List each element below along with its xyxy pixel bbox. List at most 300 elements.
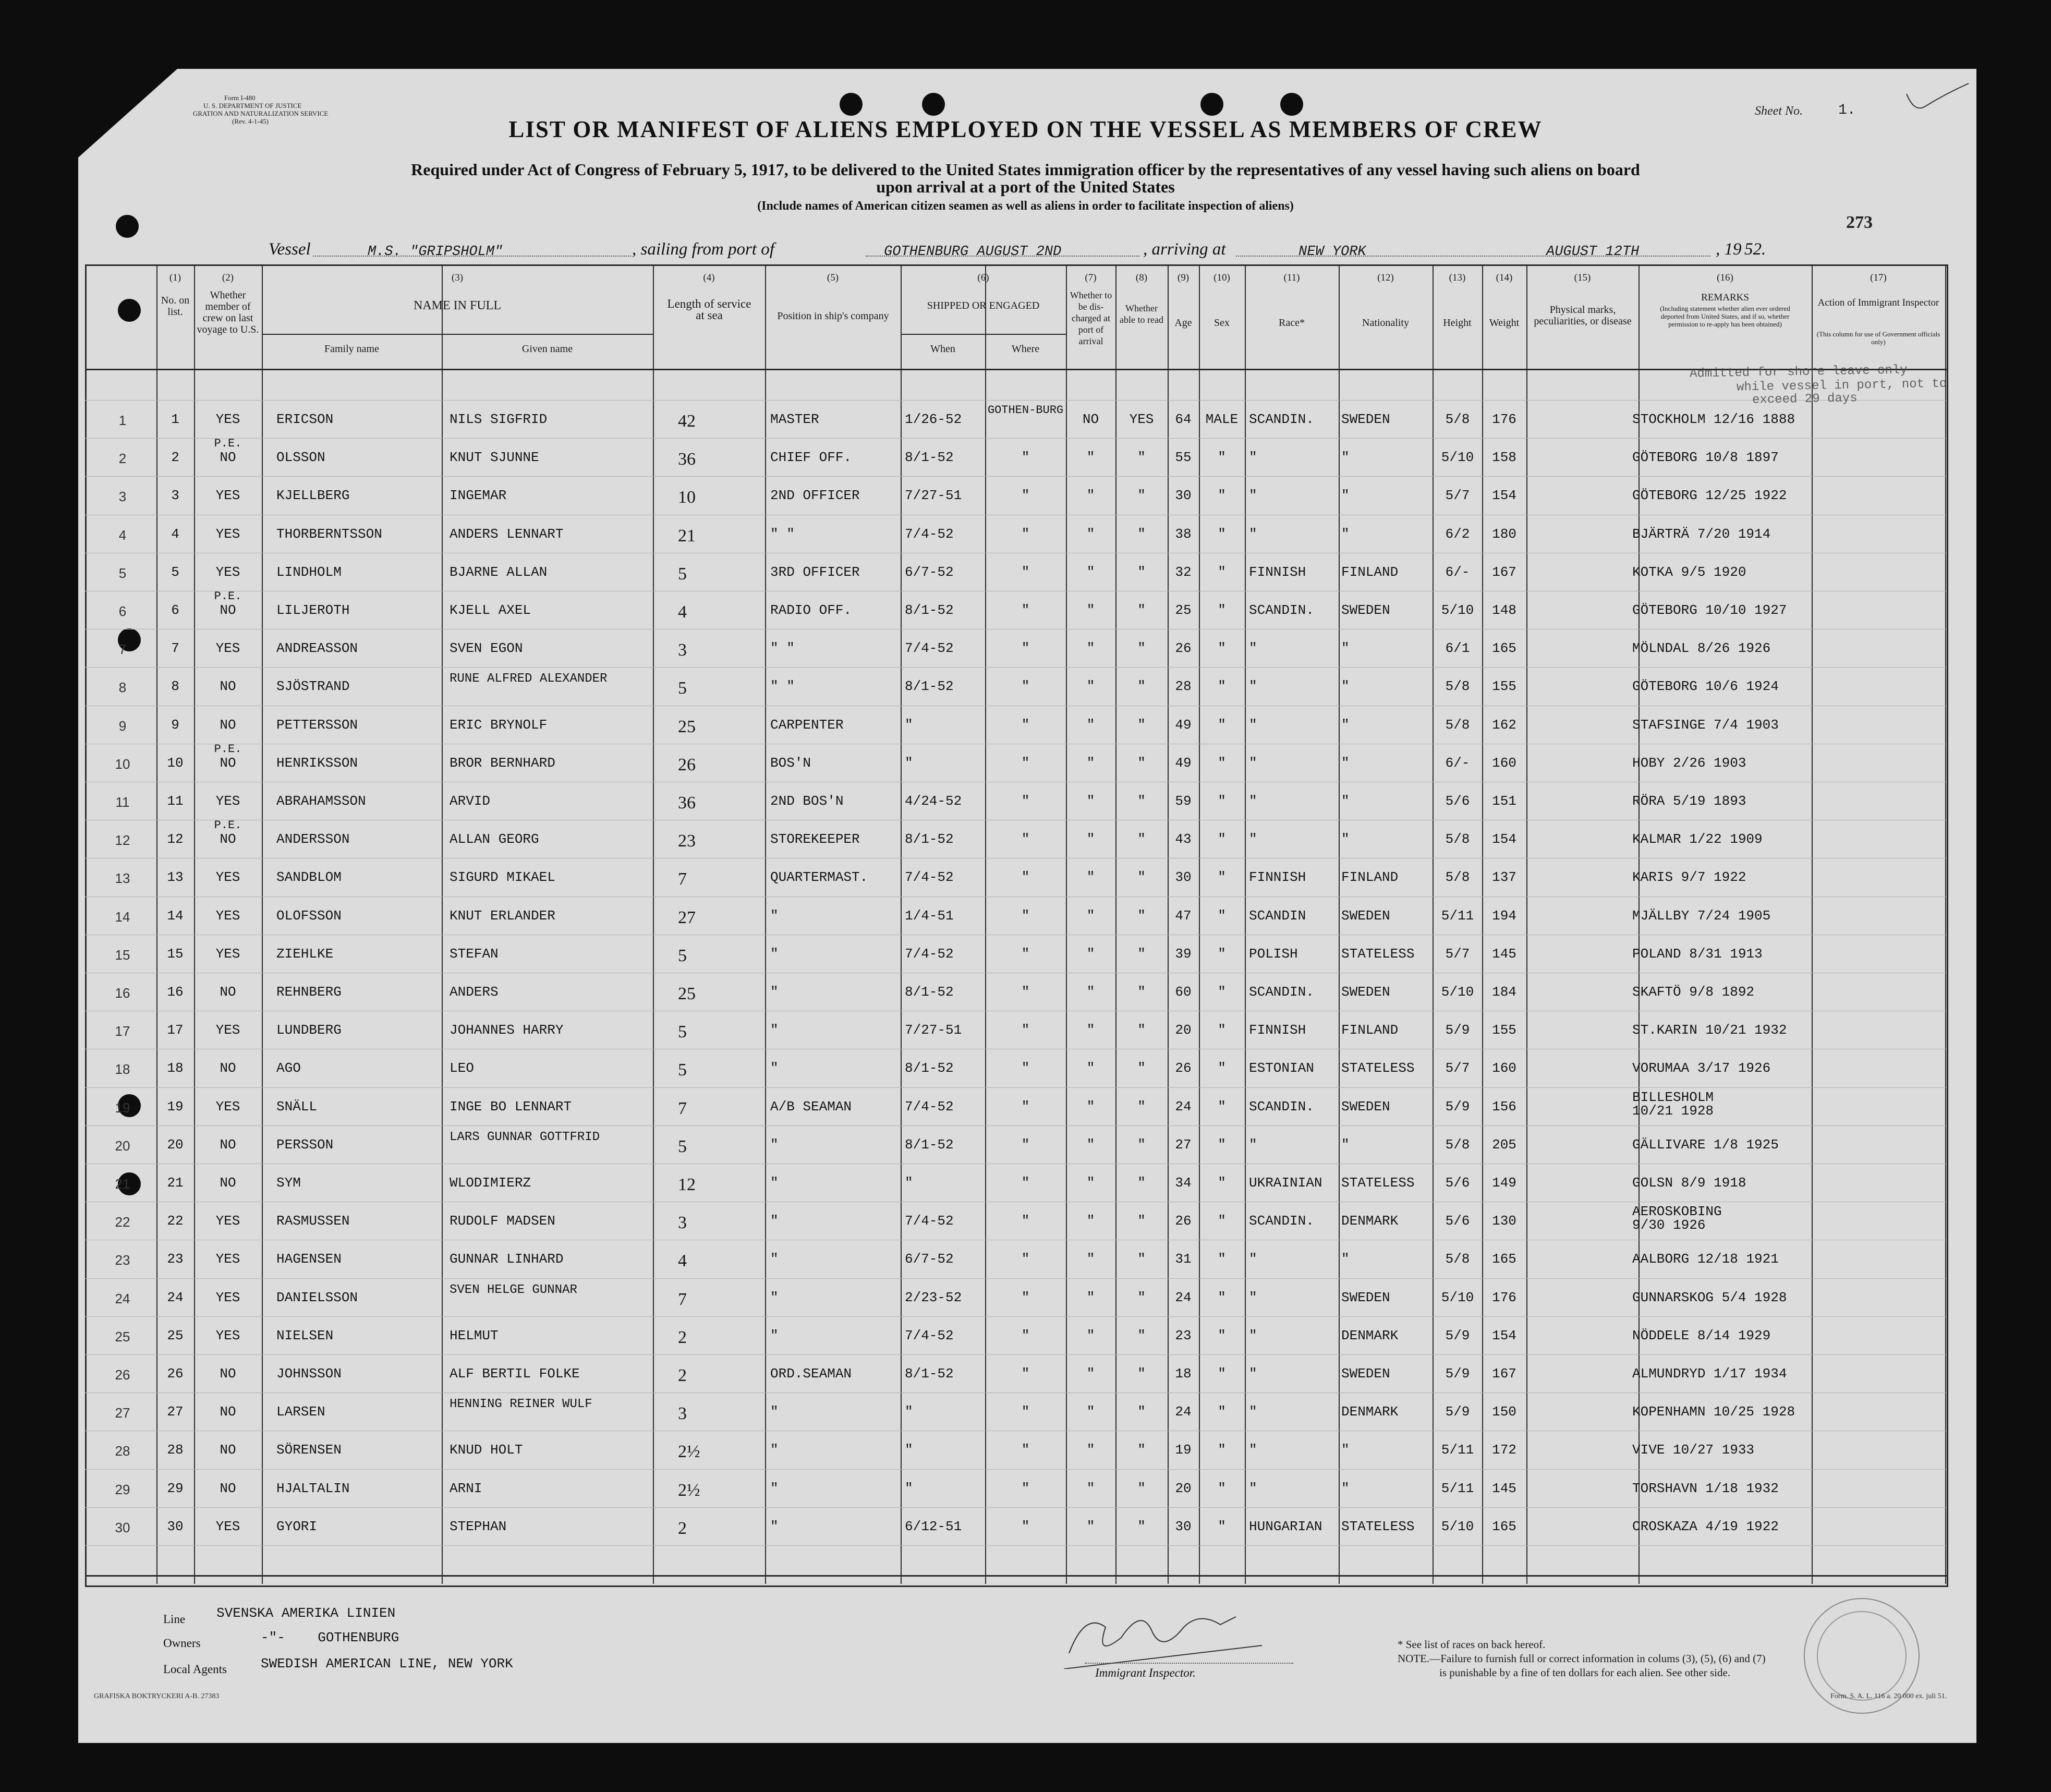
cell-n: 22 — [167, 1213, 184, 1229]
cell-age: 47 — [1175, 908, 1192, 924]
cell-n: 13 — [167, 869, 184, 885]
cell-given: BJARNE ALLAN — [450, 564, 548, 580]
cell-length: 4 — [678, 1251, 687, 1270]
form-rev: (Rev. 4-1-45) — [232, 117, 269, 125]
cell-read: YES — [1129, 411, 1154, 427]
cell-when: " — [905, 1442, 913, 1458]
cell-remarks: GÖTEBORG 10/6 1924 — [1632, 679, 1779, 694]
cell-n: 7 — [171, 640, 179, 656]
cell-nat: SWEDEN — [1341, 411, 1390, 427]
cell-age: 60 — [1175, 984, 1192, 1000]
arrival-date: AUGUST 12TH — [1546, 244, 1640, 260]
cell-when: 8/1-52 — [905, 679, 954, 694]
cell-n: 5 — [171, 564, 179, 580]
cell-n: 11 — [167, 793, 184, 809]
cell-race: SCANDIN. — [1249, 602, 1314, 618]
cell-sex: " — [1218, 640, 1226, 656]
cell-read: " — [1137, 1442, 1146, 1458]
cell-family: OLOFSSON — [276, 908, 342, 924]
cell-read: " — [1137, 450, 1146, 465]
row-rule — [85, 1545, 1947, 1546]
cell-age: 24 — [1175, 1290, 1192, 1305]
cell-height: 5/10 — [1441, 1290, 1474, 1305]
corner-cut — [78, 69, 177, 158]
cell-weight: 154 — [1492, 831, 1516, 847]
cell-disch: " — [1086, 1251, 1095, 1267]
cell-age: 25 — [1175, 602, 1192, 618]
cell-member: NO — [220, 755, 236, 771]
cell-length: 7 — [678, 1290, 687, 1309]
cell-n: 28 — [167, 1442, 184, 1458]
cell-given: LEO — [450, 1060, 474, 1076]
cell-when: 7/4-52 — [905, 946, 954, 962]
cell-given: ERIC BRYNOLF — [450, 717, 548, 733]
cell-weight: 194 — [1492, 908, 1516, 924]
printer-mark: GRAFISKA BOKTRYCKERI A-B. 27383 — [94, 1692, 220, 1700]
cell-disch: " — [1086, 450, 1095, 465]
cell-race: HUNGARIAN — [1249, 1519, 1322, 1534]
header-sex: Sex — [1214, 317, 1230, 329]
admission-stamp-line: while vessel in port, not to — [1736, 377, 1947, 395]
cell-given: HENNING REINER WULF — [450, 1397, 592, 1411]
cell-family: KJELLBERG — [276, 488, 350, 503]
cell-disch: " — [1086, 1481, 1095, 1496]
cell-remarks: POLAND 8/31 1913 — [1632, 946, 1763, 962]
punch-hole — [922, 93, 945, 116]
cell-family: AGO — [276, 1060, 301, 1076]
cell-nat: " — [1341, 1137, 1350, 1153]
cell-where: " — [1021, 488, 1030, 503]
agents-label: Local Agents — [163, 1663, 227, 1676]
cell-race: SCANDIN. — [1249, 411, 1314, 427]
cell-member: YES — [215, 1022, 240, 1038]
cell-family: SYM — [276, 1175, 301, 1191]
cell-age: 27 — [1175, 1137, 1192, 1153]
cell-n: 10 — [167, 755, 184, 771]
cell-read: " — [1137, 640, 1146, 656]
cell-where: " — [1021, 450, 1030, 465]
cell-read: " — [1137, 526, 1146, 542]
cell-remarks: VORUMAA 3/17 1926 — [1632, 1060, 1771, 1076]
cell-race: " — [1249, 1404, 1257, 1420]
cell-length: 7 — [678, 1099, 687, 1118]
cell-height: 5/8 — [1445, 1137, 1470, 1153]
cell-race: " — [1249, 1481, 1257, 1496]
cell-when: 6/12-51 — [905, 1519, 962, 1534]
cell-member: NO — [220, 831, 236, 847]
cell-family: REHNBERG — [276, 984, 342, 1000]
pe-mark: P.E. — [214, 743, 242, 756]
cell-nat: SWEDEN — [1341, 1099, 1390, 1115]
cell-disch: " — [1086, 1366, 1095, 1382]
cell-member: YES — [215, 1099, 240, 1115]
header-remarks: REMARKS — [1701, 292, 1749, 303]
cell-position: 3RD OFFICER — [770, 564, 860, 580]
cell-age: 24 — [1175, 1404, 1192, 1420]
cell-sex: " — [1218, 793, 1226, 809]
line-number: 6 — [118, 603, 127, 619]
cell-read: " — [1137, 869, 1146, 885]
cell-member: YES — [215, 488, 240, 503]
cell-remarks: VIVE 10/27 1933 — [1632, 1442, 1755, 1458]
cell-family: LINDHOLM — [276, 564, 342, 580]
cell-position: QUARTERMAST. — [770, 869, 868, 885]
cell-weight: 167 — [1492, 1366, 1516, 1382]
cell-length: 10 — [678, 488, 696, 507]
subheader-rule — [901, 334, 1066, 335]
cell-family: SANDBLOM — [276, 869, 342, 885]
cell-sex: " — [1218, 1519, 1226, 1534]
cell-weight: 205 — [1492, 1137, 1516, 1153]
cell-weight: 160 — [1492, 755, 1516, 771]
col-num: (3) — [451, 272, 464, 283]
cell-n: 29 — [167, 1481, 184, 1496]
cell-height: 5/11 — [1441, 908, 1474, 924]
cell-when: 1/26-52 — [905, 411, 962, 427]
cell-sex: " — [1218, 831, 1226, 847]
cell-member: YES — [215, 1328, 240, 1343]
admission-stamp-line: exceed 29 days — [1752, 391, 1858, 407]
cell-age: 30 — [1175, 488, 1192, 503]
cell-remarks: STAFSINGE 7/4 1903 — [1632, 717, 1779, 733]
cell-remarks: HOBY 2/26 1903 — [1632, 755, 1746, 771]
row-rule — [85, 1469, 1947, 1470]
cell-read: " — [1137, 1137, 1146, 1153]
races-note: * See list of races on back hereof. — [1398, 1638, 1546, 1651]
line-number: 29 — [115, 1482, 130, 1497]
cell-when: " — [905, 755, 913, 771]
pe-mark: P.E. — [214, 437, 242, 450]
cell-age: 31 — [1175, 1251, 1192, 1267]
col-num: (15) — [1574, 272, 1591, 283]
cell-given: KNUT ERLANDER — [450, 908, 555, 924]
cell-member: NO — [220, 1442, 236, 1458]
punch-hole — [840, 93, 863, 116]
cell-weight: 176 — [1492, 1290, 1516, 1305]
cell-height: 5/8 — [1445, 1251, 1470, 1267]
cell-where: " — [1021, 1175, 1030, 1191]
cell-where: " — [1021, 640, 1030, 656]
cell-disch: NO — [1082, 411, 1099, 427]
document-subtitle: Required under Act of Congress of February 5, 1917, to be delivered to the United States immigration officer by the representatives of any vessel having such aliens on board — [411, 160, 1640, 179]
cell-nat: " — [1341, 755, 1350, 771]
line-number: 17 — [115, 1023, 130, 1039]
cell-weight: 151 — [1492, 793, 1516, 809]
cell-remarks: NÖDDELE 8/14 1929 — [1632, 1328, 1771, 1343]
cell-remarks: KARIS 9/7 1922 — [1632, 869, 1746, 885]
cell-where: " — [1021, 1022, 1030, 1038]
cell-n: 21 — [167, 1175, 184, 1191]
cell-given: KNUD HOLT — [450, 1442, 523, 1458]
line-number: 14 — [115, 909, 130, 925]
cell-disch: " — [1086, 984, 1095, 1000]
cell-length: 25 — [678, 717, 696, 736]
cell-length: 21 — [678, 526, 696, 546]
cell-nat: SWEDEN — [1341, 1366, 1390, 1382]
cell-read: " — [1137, 984, 1146, 1000]
cell-sex: " — [1218, 717, 1226, 733]
document-subtitle-2: upon arrival at a port of the United States — [876, 177, 1175, 196]
row-rule — [85, 438, 1947, 439]
line-number: 21 — [115, 1176, 130, 1192]
cell-height: 5/11 — [1441, 1442, 1474, 1458]
cell-age: 26 — [1175, 1060, 1192, 1076]
cell-nat: " — [1341, 450, 1350, 465]
cell-disch: " — [1086, 1137, 1095, 1153]
cell-length: 25 — [678, 984, 696, 1003]
cell-when: " — [905, 1404, 913, 1420]
cell-family: ANDERSSON — [276, 831, 350, 847]
cell-nat: FINLAND — [1341, 869, 1399, 885]
cell-disch: " — [1086, 793, 1095, 809]
cell-remarks: ST.KARIN 10/21 1932 — [1632, 1022, 1787, 1038]
cell-length: 2 — [678, 1519, 687, 1538]
cell-disch: " — [1086, 602, 1095, 618]
cell-nat: " — [1341, 488, 1350, 503]
cell-family: LARSEN — [276, 1404, 325, 1420]
cell-age: 49 — [1175, 755, 1192, 771]
row-rule — [85, 1087, 1947, 1088]
cell-weight: 155 — [1492, 679, 1516, 694]
cell-given: JOHANNES HARRY — [450, 1022, 564, 1038]
cell-height: 5/10 — [1441, 1519, 1474, 1534]
cell-age: 20 — [1175, 1481, 1192, 1496]
cell-race: " — [1249, 450, 1257, 465]
inspector-label: Immigrant Inspector. — [1095, 1666, 1196, 1679]
cell-length: 5 — [678, 1022, 687, 1042]
cell-position: " — [770, 1175, 779, 1191]
cell-nat: " — [1341, 526, 1350, 542]
cell-sex: " — [1218, 1290, 1226, 1305]
cell-remarks: GÖTEBORG 12/25 1922 — [1632, 488, 1787, 503]
cell-where: " — [1021, 946, 1030, 962]
cell-family: HENRIKSSON — [276, 755, 358, 771]
cell-height: 5/11 — [1441, 1481, 1474, 1496]
cell-length: 12 — [678, 1175, 696, 1194]
line-number: 2 — [118, 451, 127, 466]
cell-n: 26 — [167, 1366, 184, 1382]
row-rule — [85, 400, 1947, 401]
arrival-port: NEW YORK — [1298, 244, 1366, 260]
cell-weight: 165 — [1492, 640, 1516, 656]
cell-read: " — [1137, 1213, 1146, 1229]
cell-when: " — [905, 1175, 913, 1191]
cell-length: 42 — [678, 411, 696, 431]
header-race: Race* — [1279, 317, 1305, 329]
cell-read: " — [1137, 679, 1146, 694]
cell-member: YES — [215, 564, 240, 580]
line-number: 10 — [115, 756, 130, 772]
cell-n: 2 — [171, 450, 179, 465]
cell-sex: " — [1218, 1099, 1226, 1115]
row-rule — [85, 1507, 1947, 1508]
cell-remarks: RÖRA 5/19 1893 — [1632, 793, 1746, 809]
cell-when: 1/4-51 — [905, 908, 954, 924]
cell-sex: " — [1218, 1481, 1226, 1496]
col-num: (17) — [1870, 272, 1887, 283]
cell-position: " — [770, 1251, 779, 1267]
header-action: Action of Immigrant Inspector — [1817, 297, 1939, 308]
cell-remarks: ALMUNDRYD 1/17 1934 — [1632, 1366, 1787, 1382]
header-where: Where — [1011, 343, 1040, 355]
cell-length: 3 — [678, 640, 687, 660]
cell-disch: " — [1086, 1404, 1095, 1420]
cell-read: " — [1137, 1251, 1146, 1267]
cell-read: " — [1137, 1022, 1146, 1038]
cell-remarks: GUNNARSKOG 5/4 1928 — [1632, 1290, 1787, 1305]
col-num: (4) — [703, 272, 715, 283]
cell-race: FINNISH — [1249, 869, 1306, 885]
cell-given: ANDERS LENNART — [450, 526, 564, 542]
cell-given: KJELL AXEL — [450, 602, 531, 618]
cell-length: 27 — [678, 908, 696, 927]
cell-given: INGE BO LENNART — [450, 1099, 572, 1115]
cell-n: 30 — [167, 1519, 184, 1534]
cell-weight: 172 — [1492, 1442, 1516, 1458]
line-number: 20 — [115, 1138, 130, 1154]
cell-member: NO — [220, 1060, 236, 1076]
cell-length: 26 — [678, 755, 696, 774]
vessel-label: Vessel — [269, 240, 311, 259]
header-remarks-note: (Including statement whether alien ever ordered deported from United States, and if so, whether permission to re-apply has been obtained) — [1660, 305, 1790, 328]
cell-race: SCANDIN. — [1249, 1213, 1314, 1229]
cell-weight: 154 — [1492, 488, 1516, 503]
form-id: Form I-480 — [224, 94, 256, 102]
cell-where: " — [1021, 1251, 1030, 1267]
cell-family: JOHNSSON — [276, 1366, 342, 1382]
cell-sex: " — [1218, 526, 1226, 542]
cell-given: RUNE ALFRED ALEXANDER — [450, 672, 608, 686]
cell-family: ERICSON — [276, 411, 334, 427]
row-rule — [85, 1316, 1947, 1317]
cell-height: 5/8 — [1445, 869, 1470, 885]
cell-disch: " — [1086, 526, 1095, 542]
cell-race: POLISH — [1249, 946, 1298, 962]
cell-disch: " — [1086, 869, 1095, 885]
cell-weight: 145 — [1492, 946, 1516, 962]
cell-when: 8/1-52 — [905, 602, 954, 618]
cell-remarks: KOPENHAMN 10/25 1928 — [1632, 1404, 1795, 1420]
cell-remarks: MJÄLLBY 7/24 1905 — [1632, 908, 1771, 924]
cell-when: 8/1-52 — [905, 831, 954, 847]
line-number: 18 — [115, 1061, 130, 1077]
cell-given: SIGURD MIKAEL — [450, 869, 555, 885]
cell-weight: 176 — [1492, 411, 1516, 427]
cell-read: " — [1137, 908, 1146, 924]
subheader-rule — [262, 334, 653, 335]
cell-n: 6 — [171, 602, 179, 618]
cell-disch: " — [1086, 1060, 1095, 1076]
cell-member: YES — [215, 526, 240, 542]
cell-race: " — [1249, 488, 1257, 503]
cell-height: 6/- — [1445, 755, 1470, 771]
admission-stamp-line: Admitted for shore leave only — [1689, 363, 1908, 381]
cell-position: CARPENTER — [770, 717, 844, 733]
cell-when: 7/27-51 — [905, 1022, 962, 1038]
cell-remarks: GOLSN 8/9 1918 — [1632, 1175, 1746, 1191]
punch-hole — [116, 215, 139, 238]
cell-age: 28 — [1175, 679, 1192, 694]
cell-age: 43 — [1175, 831, 1192, 847]
form-agency: U. S. DEPARTMENT OF JUSTICE — [203, 102, 302, 110]
cell-where: " — [1021, 908, 1030, 924]
cell-where: " — [1021, 1442, 1030, 1458]
cell-race: " — [1249, 1442, 1257, 1458]
cell-n: 19 — [167, 1099, 184, 1115]
cell-n: 9 — [171, 717, 179, 733]
row-rule — [85, 476, 1947, 477]
vessel-underline — [313, 256, 631, 257]
cell-length: 5 — [678, 1137, 687, 1156]
cell-family: THORBERNTSSON — [276, 526, 382, 542]
line-number: 15 — [115, 947, 130, 963]
line-number: 5 — [118, 565, 127, 581]
cell-age: 26 — [1175, 1213, 1192, 1229]
cell-race: SCANDIN. — [1249, 1099, 1314, 1115]
cell-race: " — [1249, 679, 1257, 694]
cell-position: " — [770, 1060, 779, 1076]
cell-sex: " — [1218, 984, 1226, 1000]
cell-when: 8/1-52 — [905, 1060, 954, 1076]
cell-weight: 148 — [1492, 602, 1516, 618]
cell-height: 5/6 — [1445, 793, 1470, 809]
cell-weight: 165 — [1492, 1251, 1516, 1267]
cell-where: GOTHEN-BURG — [987, 404, 1064, 417]
cell-nat: STATELESS — [1341, 1060, 1415, 1076]
cell-sex: " — [1218, 1137, 1226, 1153]
line-number: 11 — [115, 794, 130, 810]
header-age: Age — [1174, 317, 1192, 329]
col-num: (10) — [1213, 272, 1230, 283]
cell-weight: 167 — [1492, 564, 1516, 580]
cell-disch: " — [1086, 717, 1095, 733]
cell-nat: " — [1341, 1442, 1350, 1458]
line-number: 30 — [115, 1520, 130, 1535]
cell-position: BOS'N — [770, 755, 811, 771]
cell-given: ALLAN GEORG — [450, 831, 539, 847]
cell-given: LARS GUNNAR GOTTFRID — [450, 1130, 600, 1144]
cell-family: PETTERSSON — [276, 717, 358, 733]
cell-age: 49 — [1175, 717, 1192, 733]
cell-weight: 184 — [1492, 984, 1516, 1000]
pe-mark: P.E. — [214, 590, 242, 603]
cell-position: " — [770, 1137, 779, 1153]
cell-family: SNÄLL — [276, 1099, 318, 1115]
cell-member: YES — [215, 946, 240, 962]
cell-height: 5/7 — [1445, 1060, 1470, 1076]
cell-length: 3 — [678, 1213, 687, 1232]
header-discharged: Whether to be dis-charged at port of arrival — [1070, 290, 1112, 346]
cell-length: 2½ — [678, 1481, 700, 1500]
cell-sex: " — [1218, 1022, 1226, 1038]
cell-age: 34 — [1175, 1175, 1192, 1191]
cell-member: NO — [220, 1137, 236, 1153]
cell-read: " — [1137, 564, 1146, 580]
cell-age: 64 — [1175, 411, 1192, 427]
cell-read: " — [1137, 1519, 1146, 1534]
header-no-on-list: No. on list. — [161, 295, 190, 318]
cell-given: KNUT SJUNNE — [450, 450, 539, 465]
cell-member: NO — [220, 1366, 236, 1382]
port-underline — [866, 256, 1139, 257]
cell-read: " — [1137, 488, 1146, 503]
cell-read: " — [1137, 602, 1146, 618]
cell-length: 5 — [678, 564, 687, 584]
cell-n: 20 — [167, 1137, 184, 1153]
header-given: Given name — [521, 343, 573, 355]
cell-age: 30 — [1175, 869, 1192, 885]
cell-sex: " — [1218, 488, 1226, 503]
